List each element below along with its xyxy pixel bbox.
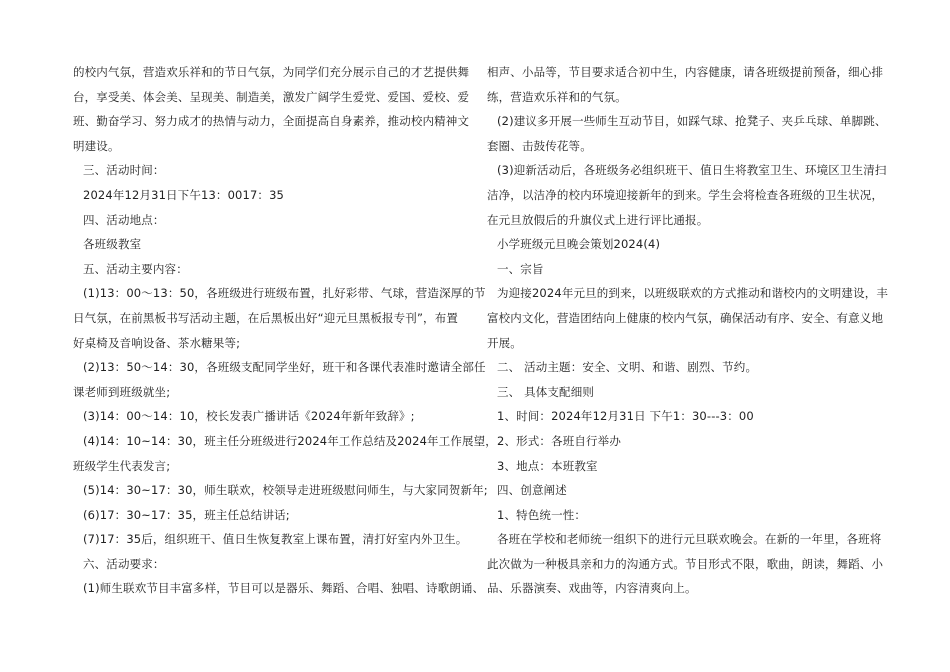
text-line: 品、乐器演奏、戏曲等，内容清爽向上。	[487, 581, 697, 596]
text-line: 为迎接2024年元旦的到来，以班级联欢的方式推动和谐校内的文明建设，丰	[497, 286, 889, 301]
text-line: 班、勤奋学习、努力成才的热情与动力，全面提高自身素养，推动校内精神文	[73, 114, 470, 129]
text-line: 开展。	[487, 335, 522, 350]
text-line: 台，享受美、体会美、呈现美、制造美，激发广阔学生爱党、爱国、爱校、爱	[73, 89, 470, 104]
text-line: (2)建议多开展一些师生互动节目，如踩气球、抢凳子、夹乒乓球、单脚跳、	[497, 114, 887, 129]
text-line: 在元旦放假后的升旗仪式上进行评比通报。	[487, 212, 709, 227]
text-line: 相声、小品等，节目要求适合初中生，内容健康，请各班级提前预备，细心排	[487, 65, 884, 79]
text-line: 三、活动时间：	[83, 163, 165, 178]
text-line: 各班在学校和老师统一组织下的进行元旦联欢晚会。在新的一年里，各班将	[497, 532, 882, 547]
text-line: 洁净，以洁净的校内环境迎接新年的到来。学生会将检查各班级的卫生状况，	[487, 187, 884, 202]
text-line: 3、地点：本班教室	[497, 458, 598, 473]
text-line: 2、形式：各班自行举办	[497, 433, 621, 448]
text-line: 四、活动地点：	[83, 212, 165, 227]
text-line: (3)迎新活动后，各班级务必组织班干、值日生将教室卫生、环境区卫生清扫	[497, 163, 887, 178]
text-line: 三、 具体支配细则	[497, 384, 595, 399]
text-line: 练，营造欢乐祥和的气氛。	[487, 89, 627, 104]
text-line: 四、创意阐述	[497, 483, 567, 498]
text-line: (3)14：00～14：10，校长发表广播讲话《2024年新年致辞》;	[83, 409, 415, 424]
text-line: 小学班级元旦晚会策划2024(4)	[497, 237, 661, 252]
text-line: 好桌椅及音响设备、茶水糖果等;	[73, 335, 241, 350]
left-text-column	[73, 60, 497, 601]
text-line: (5)14：30~17：30，师生联欢，校领导走进班级慰问师生，与大家同贺新年;	[83, 483, 488, 498]
text-line: 六、活动要求：	[83, 556, 165, 571]
text-line: 日气氛，在前黑板书写活动主题，在后黑板出好“迎元旦黑板报专刊”，布置	[73, 310, 459, 325]
text-line: 此次做为一种极具亲和力的沟通方式。节目形式不限，歌曲，朗读，舞蹈、小	[487, 556, 884, 571]
right-text-column	[487, 60, 889, 601]
text-line: 五、活动主要内容：	[83, 261, 188, 276]
text-line: 班级学生代表发言;	[73, 458, 171, 473]
text-line: (6)17：30~17：35，班主任总结讲话;	[83, 507, 290, 522]
text-line: 明建设。	[73, 138, 120, 153]
text-line: (7)17：35后，组织班干、值日生恢复教室上课布置，清打好室内外卫生。	[83, 532, 468, 547]
text-line: 2024年12月31日下午13：0017：35	[83, 187, 285, 202]
text-line: 各班级教室	[83, 237, 142, 252]
text-line: 富校内文化，营造团结向上健康的校内气氛，确保活动有序、安全、有意义地	[487, 310, 884, 325]
text-line: (2)13：50～14：30，各班级支配同学坐好，班干和各课代表准时邀请全部任	[83, 360, 486, 375]
text-line: (1)13：00～13：50，各班级进行班级布置，扎好彩带、气球，营造深厚的节	[83, 286, 486, 301]
text-line: 1、时间：2024年12月31日 下午1：30---3：00	[497, 409, 754, 424]
text-line: 的校内气氛，营造欢乐祥和的节日气氛，为同学们充分展示自己的才艺提供舞	[73, 65, 470, 79]
text-line: 套圈、击鼓传花等。	[487, 138, 592, 153]
text-line: 1、特色统一性：	[497, 507, 587, 522]
text-line: 二、 活动主题：安全、文明、和谐、剧烈、节约。	[497, 360, 758, 375]
text-line: (1)师生联欢节目丰富多样，节目可以是器乐、舞蹈、合唱、独唱、诗歌朗诵、	[83, 581, 485, 596]
text-line: 课老师到班级就坐;	[73, 384, 171, 399]
text-line: 一、宗旨	[497, 261, 544, 276]
text-line: (4)14：10~14：30，班主任分班级进行2024年工作总结及2024年工作展望，	[83, 433, 497, 448]
